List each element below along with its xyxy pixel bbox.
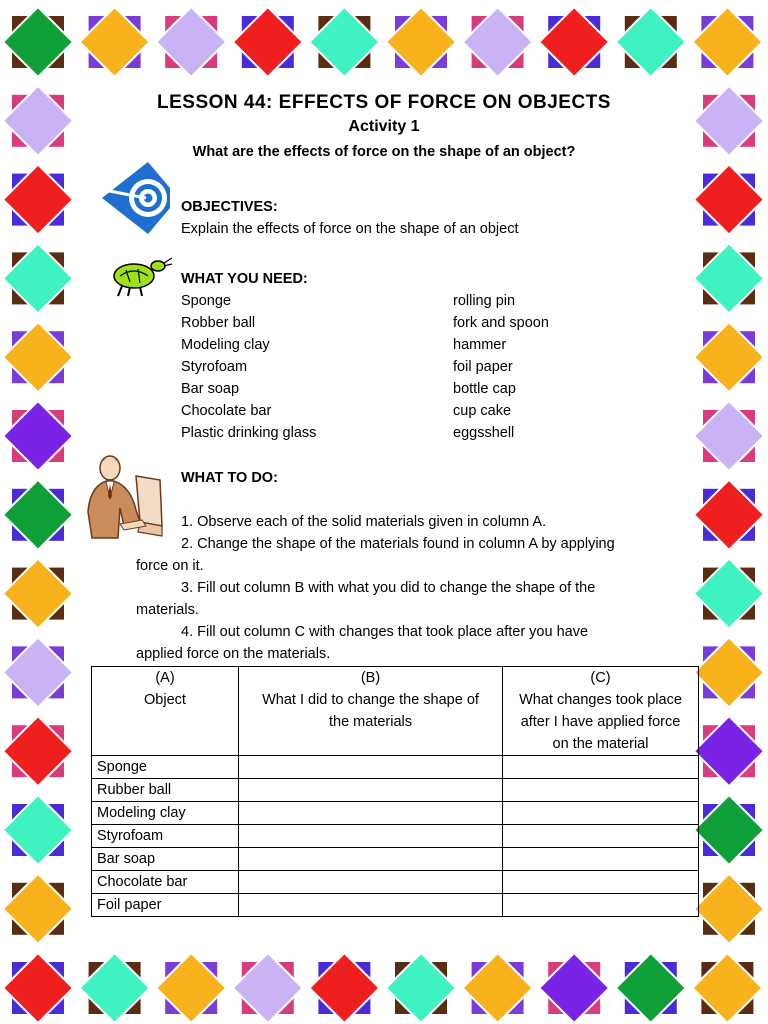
border-diamond-tile [80, 953, 150, 1023]
column-c-cell[interactable] [503, 825, 699, 848]
person-at-computer-icon [80, 452, 166, 544]
material-item: bottle cap [453, 381, 516, 397]
column-c-cell[interactable] [503, 871, 699, 894]
material-item: foil paper [453, 359, 513, 375]
column-a-header [92, 667, 239, 756]
column-c-cell[interactable] [503, 848, 699, 871]
border-diamond-tile [463, 953, 533, 1023]
border-diamond-tile [694, 480, 764, 550]
border-diamond-tile [616, 7, 686, 77]
border-diamond-tile [694, 401, 764, 471]
table-row [92, 894, 699, 917]
objectives-heading: OBJECTIVES: [181, 199, 278, 215]
table-row [92, 802, 699, 825]
object-cell: Modeling clay [92, 802, 239, 825]
border-diamond-tile [233, 953, 303, 1023]
border-diamond-tile [3, 165, 73, 235]
border-diamond-tile [3, 716, 73, 786]
material-item: fork and spoon [453, 315, 549, 331]
border-diamond-tile [3, 874, 73, 944]
column-b-letter: (B) [360, 670, 381, 686]
objectives-text: Explain the effects of force on the shape of an object [181, 221, 519, 237]
material-item: rolling pin [453, 293, 516, 309]
border-diamond-tile [3, 322, 73, 392]
column-a-title: Object [144, 692, 186, 708]
todo-step-4: 4. Fill out column C with changes that took place after you have [181, 624, 589, 640]
table-header-row [92, 667, 699, 756]
border-diamond-tile [386, 953, 456, 1023]
table-row [92, 756, 699, 779]
material-item: Chocolate bar [181, 403, 272, 419]
todo-step-2-cont: force on it. [136, 558, 204, 574]
column-b-cell[interactable] [239, 756, 503, 779]
column-c-cell[interactable] [503, 894, 699, 917]
border-diamond-tile [3, 953, 73, 1023]
todo-step-3-cont: materials. [136, 602, 199, 618]
todo-step-3: 3. Fill out column B with what you did to change the shape of the [181, 580, 596, 596]
turtle-icon [108, 256, 174, 298]
column-b-header [239, 667, 503, 756]
table-row [92, 848, 699, 871]
column-b-title-line: What I did to change the shape of [262, 692, 479, 708]
object-cell: Rubber ball [92, 779, 239, 802]
column-c-cell[interactable] [503, 779, 699, 802]
border-diamond-tile [3, 480, 73, 550]
todo-step-4-cont: applied force on the materials. [136, 646, 331, 662]
material-item: Plastic drinking glass [181, 425, 317, 441]
worksheet [78, 78, 690, 946]
column-b-cell[interactable] [239, 802, 503, 825]
border-diamond-tile [3, 795, 73, 865]
border-diamond-tile [694, 165, 764, 235]
column-c-title-line: on the material [552, 736, 649, 752]
border-diamond-tile [3, 559, 73, 629]
material-item: eggsshell [453, 425, 515, 441]
column-b-cell[interactable] [239, 871, 503, 894]
column-c-title-line: What changes took place [519, 692, 682, 708]
border-diamond-tile [309, 7, 379, 77]
border-diamond-tile [3, 401, 73, 471]
table-body [92, 756, 699, 917]
border-diamond-tile [692, 7, 762, 77]
todo-step-2: 2. Change the shape of the materials found in column A by applying [181, 536, 615, 552]
border-diamond-tile [694, 874, 764, 944]
material-item: Modeling clay [181, 337, 270, 353]
column-c-header [503, 667, 699, 756]
border-diamond-tile [156, 953, 226, 1023]
border-diamond-tile [309, 953, 379, 1023]
material-item: Robber ball [181, 315, 256, 331]
column-c-cell[interactable] [503, 756, 699, 779]
column-a-letter: (A) [155, 670, 175, 686]
object-cell: Bar soap [92, 848, 239, 871]
column-b-title-line: the materials [328, 714, 412, 730]
need-heading: WHAT YOU NEED: [181, 271, 308, 287]
border-diamond-tile [3, 243, 73, 313]
column-b-cell[interactable] [239, 848, 503, 871]
column-c-letter: (C) [590, 670, 611, 686]
border-diamond-tile [694, 243, 764, 313]
target-icon [96, 158, 172, 234]
border-diamond-tile [3, 7, 73, 77]
material-item: hammer [453, 337, 507, 353]
border-diamond-tile [694, 86, 764, 156]
table-row [92, 825, 699, 848]
border-diamond-tile [3, 637, 73, 707]
border-diamond-tile [692, 953, 762, 1023]
border-diamond-tile [694, 637, 764, 707]
material-item: Sponge [181, 293, 231, 309]
column-b-cell[interactable] [239, 779, 503, 802]
border-diamond-tile [694, 795, 764, 865]
object-cell: Sponge [92, 756, 239, 779]
column-c-cell[interactable] [503, 802, 699, 825]
border-diamond-tile [694, 559, 764, 629]
border-diamond-tile [233, 7, 303, 77]
border-diamond-tile [616, 953, 686, 1023]
activity-label: Activity 1 [348, 118, 420, 135]
material-item: Styrofoam [181, 359, 248, 375]
object-cell: Styrofoam [92, 825, 239, 848]
border-diamond-tile [539, 953, 609, 1023]
border-diamond-tile [539, 7, 609, 77]
border-diamond-tile [3, 86, 73, 156]
border-diamond-tile [156, 7, 226, 77]
material-item: cup cake [453, 403, 512, 419]
object-cell: Foil paper [92, 894, 239, 917]
border-diamond-tile [463, 7, 533, 77]
column-b-cell[interactable] [239, 894, 503, 917]
border-diamond-tile [80, 7, 150, 77]
border-diamond-tile [386, 7, 456, 77]
guiding-question: What are the effects of force on the shape of an object? [192, 144, 576, 160]
table-row [92, 871, 699, 894]
border-diamond-tile [694, 322, 764, 392]
table-row [92, 779, 699, 802]
lesson-title: LESSON 44: EFFECTS OF FORCE ON OBJECTS [157, 92, 611, 113]
observation-table [91, 666, 699, 917]
todo-step-1: 1. Observe each of the solid materials given in column A. [181, 514, 547, 530]
border-diamond-tile [694, 716, 764, 786]
column-c-title-line: after I have applied force [520, 714, 681, 730]
column-b-cell[interactable] [239, 825, 503, 848]
material-item: Bar soap [181, 381, 240, 397]
todo-heading: WHAT TO DO: [181, 470, 278, 486]
object-cell: Chocolate bar [92, 871, 239, 894]
